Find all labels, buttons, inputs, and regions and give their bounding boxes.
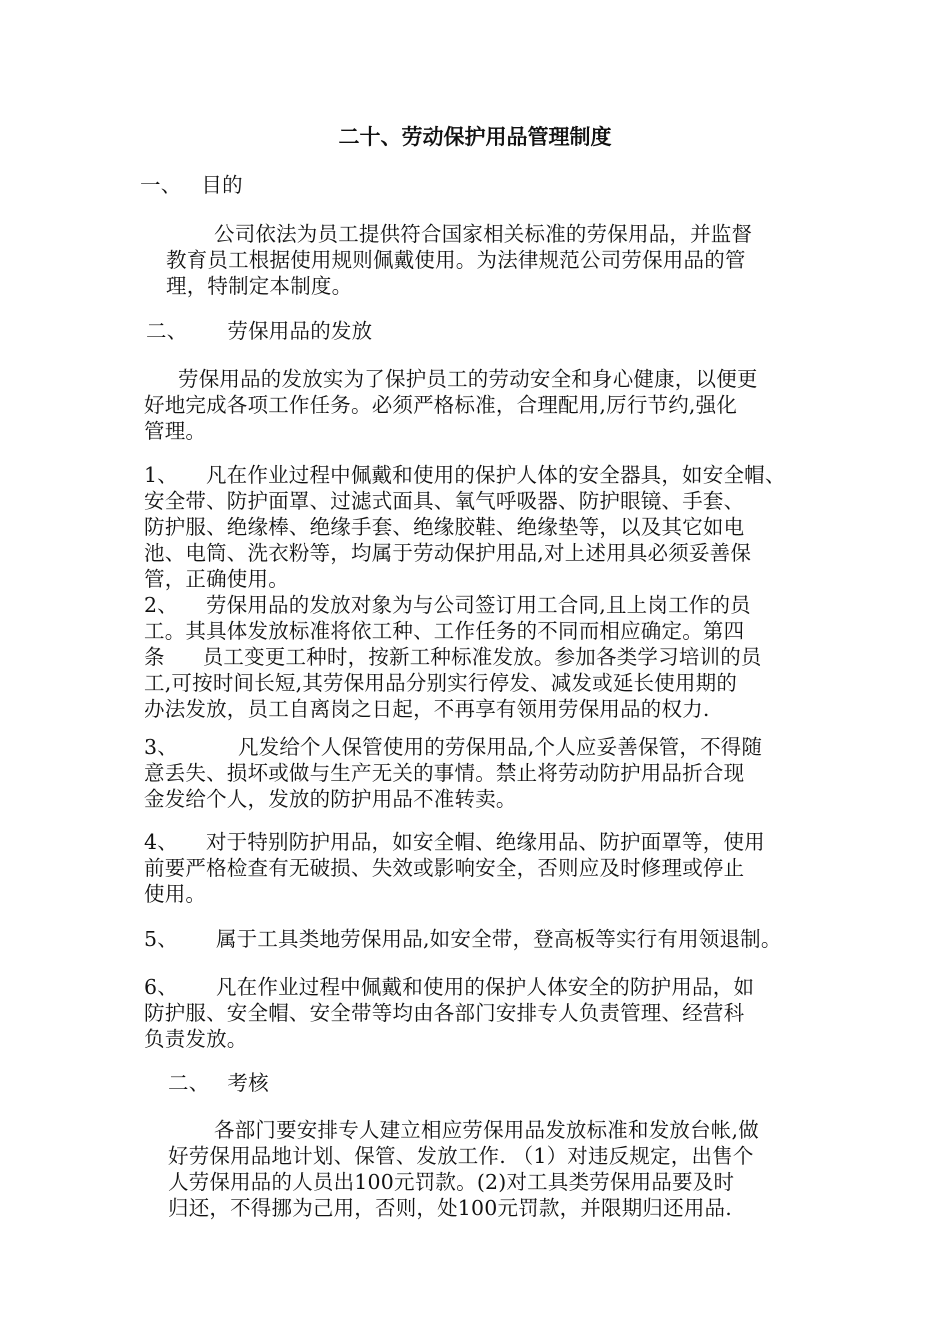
section-1-paragraph: [166, 221, 752, 299]
list-item-number: 1、: [144, 463, 178, 487]
paragraph-line: 管，正确使用。: [144, 567, 289, 591]
paragraph-line: 凡发给个人保管使用的劳保用品,个人应妥善保管，不得随: [237, 735, 763, 759]
paragraph-line: 防护服、绝缘棒、绝缘手套、绝缘胶鞋、绝缘垫等，以及其它如电: [144, 515, 745, 539]
paragraph-line: 人劳保用品的人员出100元罚款。(2)对工具类劳保用品要及时: [168, 1170, 735, 1194]
paragraph-line: 工,可按时间长短,其劳保用品分别实行停发、减发或延长使用期的: [144, 671, 738, 695]
list-item-number: 3、: [144, 735, 178, 759]
paragraph-line: 条: [144, 645, 165, 669]
section-1-heading: [140, 172, 243, 198]
paragraph-line: 使用。: [144, 882, 207, 906]
paragraph-line: 属于工具类地劳保用品,如安全带，登高板等实行有用领退制。: [215, 927, 782, 951]
list-item-1: [144, 462, 786, 592]
paragraph-line: 劳保用品的发放对象为与公司签订用工合同,且上岗工作的员: [205, 593, 751, 617]
section-3-paragraph: [168, 1117, 759, 1221]
section-2-number: 二、: [146, 319, 188, 343]
paragraph-line: 池、电筒、洗衣粉等，均属于劳动保护用品,对上述用具必须妥善保: [144, 541, 752, 565]
paragraph-line: 金发给个人，发放的防护用品不准转卖。: [144, 787, 517, 811]
paragraph-line: 公司依法为员工提供符合国家相关标准的劳保用品，并监督: [214, 222, 753, 246]
list-item-5: [144, 926, 782, 952]
page-title: 二十、劳动保护用品管理制度: [338, 124, 612, 149]
paragraph-line: 好劳保用品地计划、保管、发放工作. （1）对违反规定，出售个: [168, 1144, 754, 1168]
paragraph-line: 凡在作业过程中佩戴和使用的保护人体的安全器具，如安全帽、: [205, 463, 786, 487]
paragraph-line: 管理。: [144, 419, 207, 443]
paragraph-line: 好地完成各项工作任务。必须严格标准，合理配用,厉行节约,强化: [144, 393, 738, 417]
list-item-3: [144, 734, 762, 812]
paragraph-line: 对于特别防护用品，如安全帽、绝缘用品、防护面罩等，使用: [205, 830, 765, 854]
paragraph-line: 负责发放。: [144, 1027, 248, 1051]
list-item-number: 5、: [144, 927, 178, 951]
section-3-number: 二、: [168, 1071, 210, 1095]
paragraph-line: 工。其具体发放标准将依工种、工作任务的不同而相应确定。第四: [144, 619, 745, 643]
list-item-6: [144, 974, 754, 1052]
paragraph-line: 防护服、安全帽、安全带等均由各部门安排专人负责管理、经营科: [144, 1001, 745, 1025]
paragraph-line: 各部门要安排专人建立相应劳保用品发放标准和发放台帐,做: [214, 1118, 759, 1142]
list-item-number: 2、: [144, 593, 178, 617]
section-3-heading: [168, 1070, 269, 1096]
paragraph-line: 员工变更工种时，按新工种标准发放。参加各类学习培训的员: [202, 645, 762, 669]
paragraph-line: 前要严格检查有无破损、失效或影响安全，否则应及时修理或停止: [144, 856, 745, 880]
paragraph-line: 意丢失、损坏或做与生产无关的事情。禁止将劳动防护用品折合现: [144, 761, 745, 785]
paragraph-line: 安全带、防护面罩、过滤式面具、氧气呼吸器、防护眼镜、手套、: [144, 489, 745, 513]
section-2-intro: [144, 366, 758, 444]
list-item-4: [144, 829, 765, 907]
list-item-number: 6、: [144, 975, 178, 999]
section-2-title: 劳保用品的发放: [227, 319, 373, 343]
list-item-2: [144, 592, 762, 722]
paragraph-line: 办法发放，员工自离岗之日起，不再享有领用劳保用品的权力.: [144, 697, 710, 721]
section-3-title: 考核: [227, 1071, 269, 1095]
list-item-number: 4、: [144, 830, 178, 854]
paragraph-line: 劳保用品的发放实为了保护员工的劳动安全和身心健康，以便更: [178, 367, 758, 391]
section-1-number: 一、: [140, 173, 182, 197]
paragraph-line: 理，特制定本制度。: [166, 274, 353, 298]
paragraph-line: 归还，不得挪为己用，否则，处100元罚款，并限期归还用品.: [168, 1196, 732, 1220]
section-2-heading: [146, 318, 372, 344]
paragraph-line: 凡在作业过程中佩戴和使用的保护人体安全的防护用品，如: [215, 975, 755, 999]
paragraph-line: 教育员工根据使用规则佩戴使用。为法律规范公司劳保用品的管: [166, 248, 746, 272]
section-1-title: 目的: [201, 173, 243, 197]
